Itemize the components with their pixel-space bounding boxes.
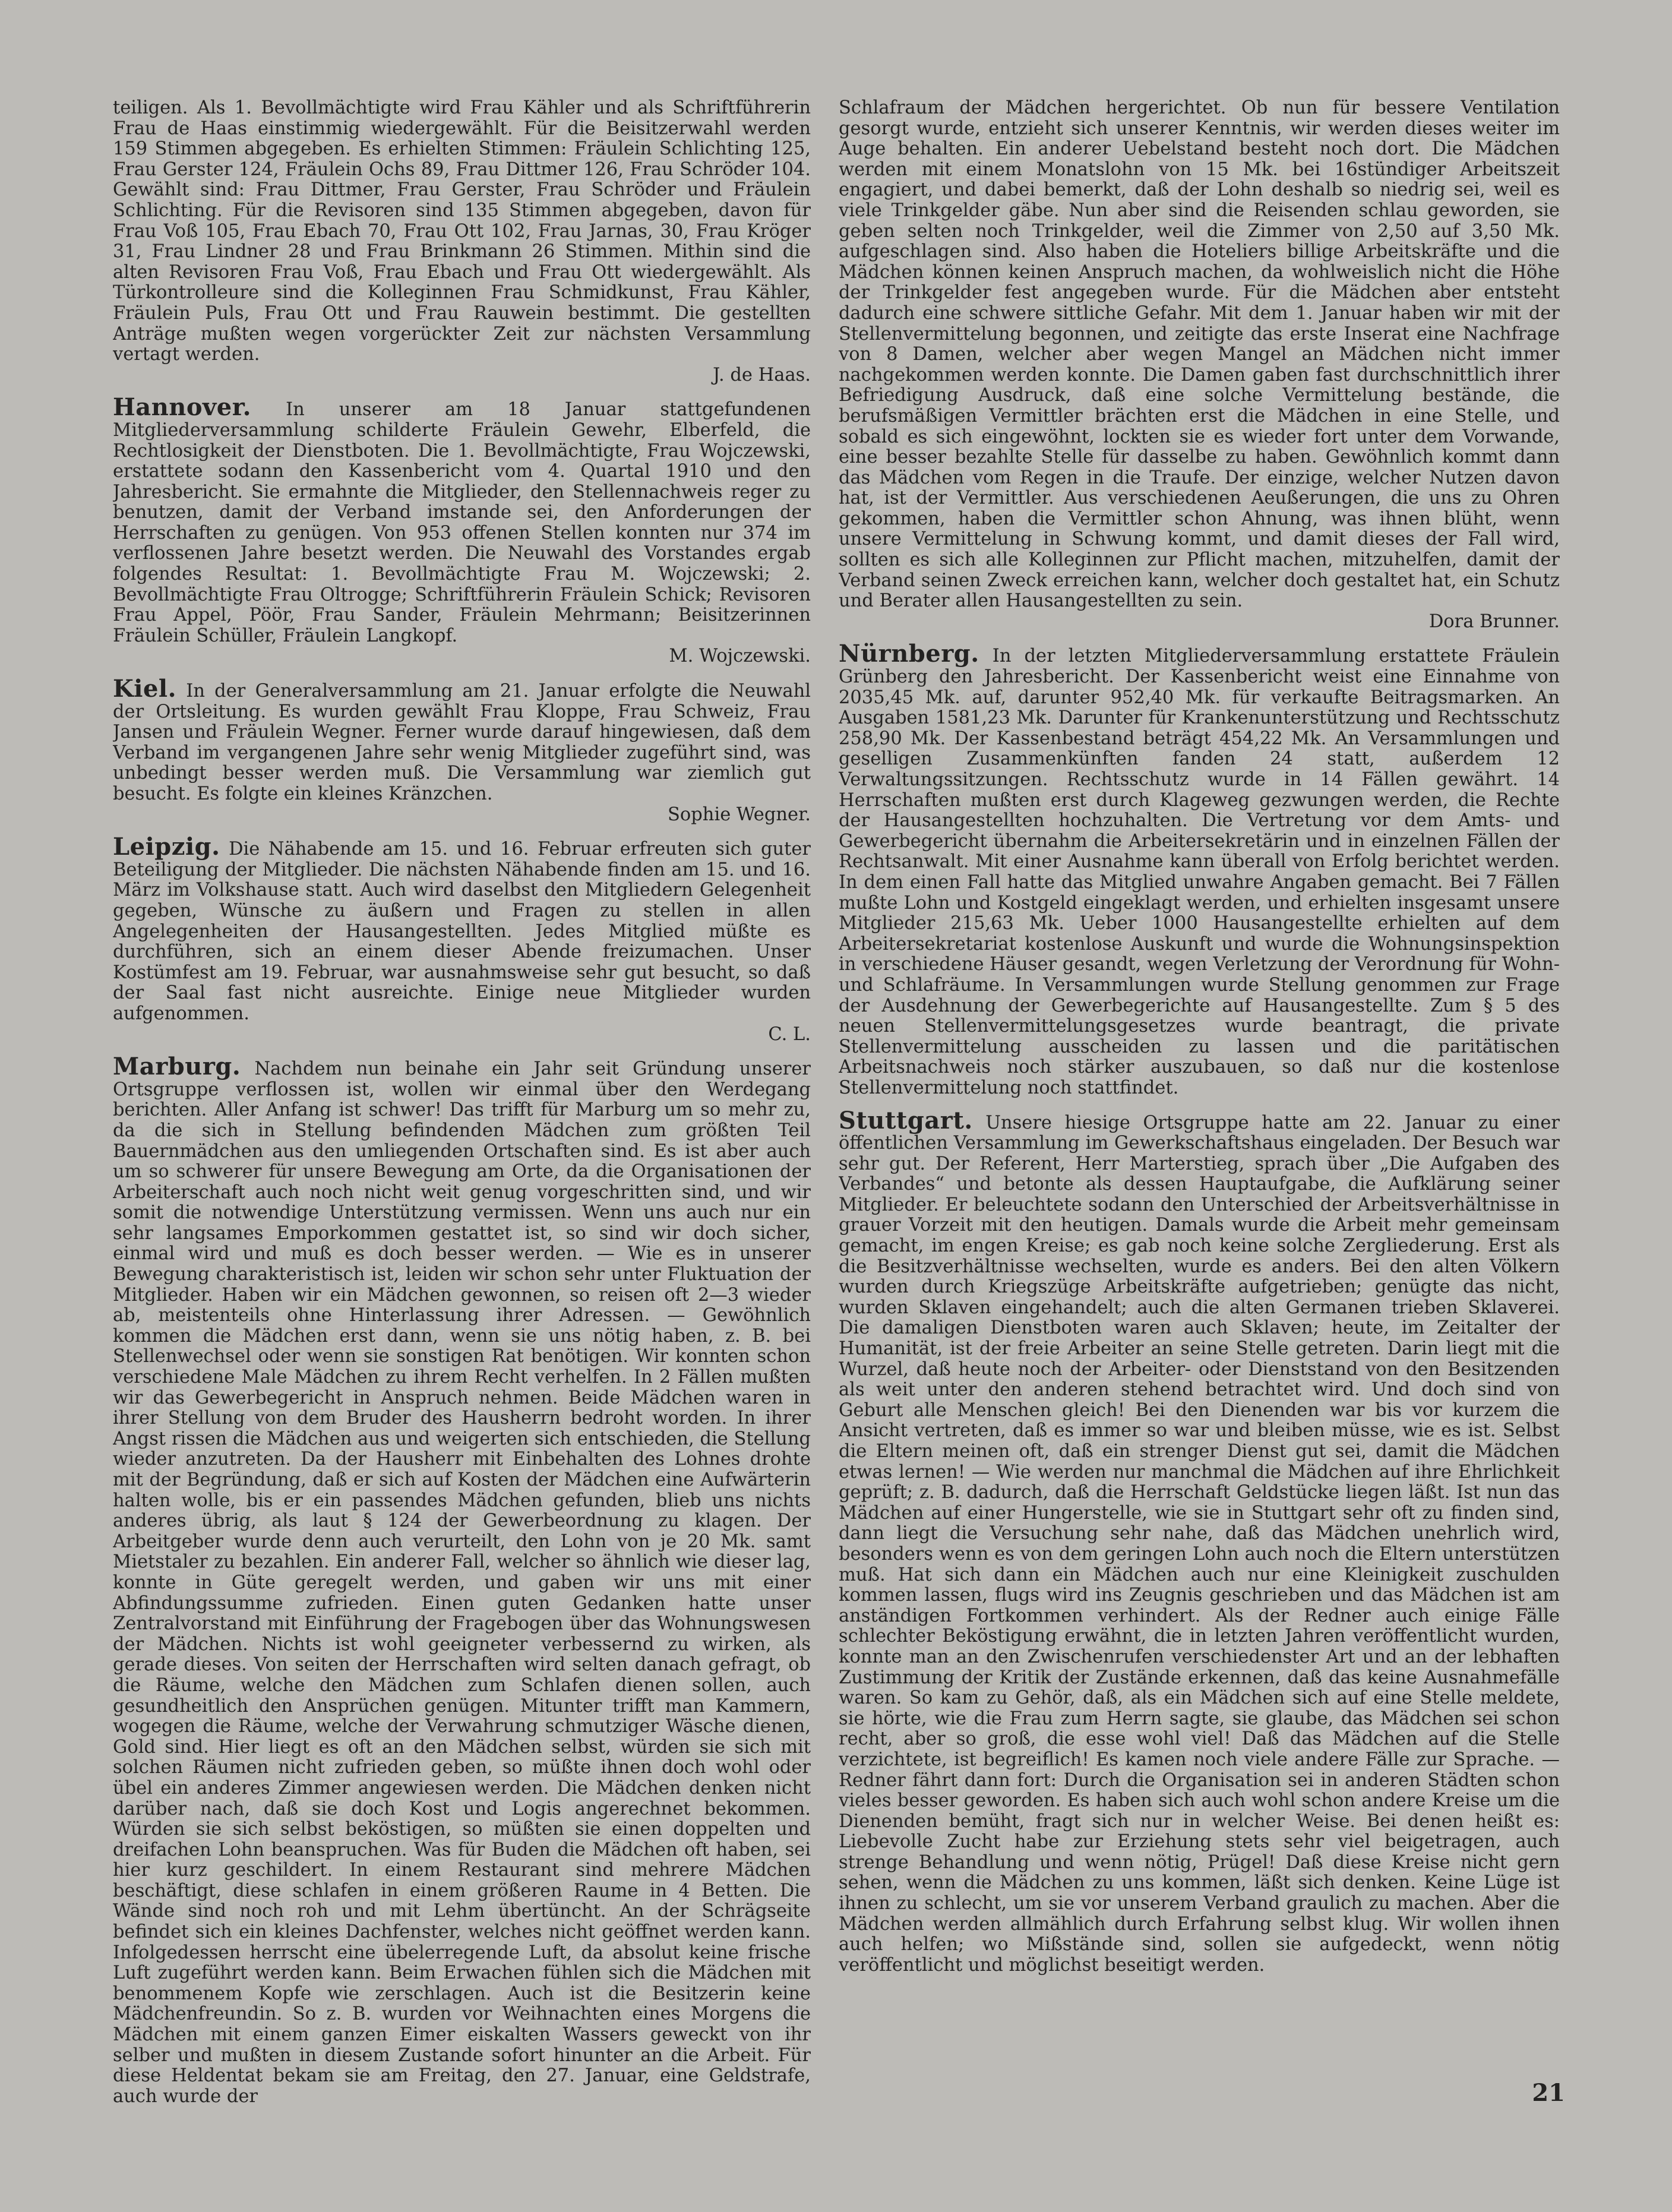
heading-kiel: Kiel. bbox=[113, 675, 177, 703]
heading-hannover: Hannover. bbox=[113, 393, 252, 422]
intro-text: teiligen. Als 1. Bevollmächtigte wird Frau Kähler und als Schriftführerin Frau de Haas einstimmig wiedergewählt. Für die Beisitzerwahl werden 159 Stimmen abgegeben. Es erhielten Stimmen: Fräulein Schlichting 125, Frau Gerster 124, Fräulein Ochs 89, Frau Dittmer 126, Frau Schröder 104. Gewählt sind: Frau Dittmer, Frau Gerster, Frau Schröder und Fräulein Schlichting. Für die Revisoren sind 135 Stimmen abgegeben, davon für Frau Voß 105, Frau Ebach 70, Frau Ott 102, Frau Jarnas, 30, Frau Kröger 31, Frau Lindner 28 und Frau Brinkmann 26 Stimmen. Mithin sind die alten Revisoren Frau Voß, Frau Ebach und Frau Ott wiedergewählt. Als Türkontrolleure sind die Kolleginnen Frau Schmidkunst, Frau Kähler, Fräulein Puls, Frau Ott und Frau Rauwein bestimmt. Die gestellten Anträge mußten wegen vorgerückter Zeit zur nächsten Versammlung vertagt werden. bbox=[113, 98, 811, 365]
report-intro bbox=[113, 98, 811, 385]
heading-leipzig: Leipzig. bbox=[113, 833, 220, 861]
report-marburg bbox=[113, 1053, 811, 2107]
heading-nuernberg: Nürnberg. bbox=[839, 640, 979, 668]
heading-marburg: Marburg. bbox=[113, 1053, 241, 1081]
leipzig-text: Die Nähabende am 15. und 16. Februar erfreuten sich guter Beteiligung der Mitglieder. Die nächsten Nähabende finden am 15. und 16. März im Volkshause statt. Auch wird daselbst den Mitgliedern Gelegenheit gegeben, Wünsche zu äußern und Fragen zu stellen in allen Angelegenheiten der Hausangestellten. Jedes Mitglied müßte es durchführen, sich an einem dieser Abende freizumachen. Unser Kostümfest am 19. Februar, war ausnahmsweise sehr gut besucht, so daß der Saal fast nicht ausreichte. Einige neue Mitglieder wurden aufgenommen. bbox=[113, 839, 811, 1024]
nuernberg-text: In der letzten Mitgliederversammlung erstattete Fräulein Grünberg den Jahresbericht. Der Kassenbericht weist eine Einnahme von 2035,45 Mk. auf, darunter 952,40 Mk. für verkaufte Beitragsmarken. An Ausgaben 1581,23 Mk. Darunter für Krankenunterstützung und Rechtsschutz 258,90 Mk. Der Kassenbestand beträgt 454,22 Mk. An Versammlungen und geselligen Zusammenkünften fanden 24 statt, außerdem 12 Verwaltungssitzungen. Rechtsschutz wurde in 14 Fällen gewährt. 14 Herrschaften mußten erst durch Klageweg gezwungen werden, die Rechte der Hausangestellten hochzuhalten. Die Vertretung vor dem Amts- und Gewerbegericht übernahm die Arbeitersekretärin und in einzelnen Fällen der Rechtsanwalt. Mit einer Ausnahme kann überall von Erfolg berichtet werden. In dem einen Fall hatte das Mitglied unwahre Angaben gemacht. Bei 7 Fällen mußte Lohn und Kostgeld eingeklagt werden, und erhielten insgesamt unsere Mitglieder 215,63 Mk. Ueber 1000 Hausangestellte erhielten auf dem Arbeitersekretariat kostenlose Auskunft und wurde die Wohnungsinspektion in verschiedene Häuser gesandt, wegen Verletzung der Verordnung für Wohn- und Schlafräume. In Versammlungen wurde Stellung genommen zur Frage der Ausdehnung der Gewerbegerichte auf Hausangestellte. Zum § 5 des neuen Stellenvermittelungsgesetzes wurde beantragt, die private Stellenvermittelung ausscheiden zu lassen und die paritätischen Arbeitsnachweis noch stärker auszubauen, so daß nur die kostenlose Stellenvermittelung noch stattfindet. bbox=[839, 646, 1560, 1098]
page-number: 21 bbox=[1532, 2079, 1565, 2107]
hannover-text: In unserer am 18 Januar stattgefundenen Mitgliederversammlung schilderte Fräulein Gewehr, Elberfeld, die Rechtlosigkeit der Dienstboten. Die 1. Bevollmächtigte, Frau Wojczewski, erstattete sodann den Kassenbericht vom 4. Quartal 1910 und den Jahresbericht. Sie ermahnte die Mitglieder, den Stellennachweis reger zu benutzen, damit der Verband imstande sei, den Anforderungen der Herrschaften zu genügen. Von 953 offenen Stellen konnten nur 374 im verflossenen Jahre besetzt werden. Die Neuwahl des Vorstandes ergab folgendes Resultat: 1. Bevollmächtigte Frau M. Wojczewski; 2. Bevollmächtigte Frau Oltrogge; Schriftführerin Fräulein Schick; Revisoren Frau Appel, Pöör, Frau Sander, Fräulein Mehrmann; Beisitzerinnen Fräulein Schüller, Fräulein Langkopf. bbox=[113, 399, 811, 646]
marburg-signature: Dora Brunner. bbox=[1428, 611, 1560, 632]
marburg-continued-text: Schlafraum der Mädchen hergerichtet. Ob nun für bessere Ventilation gesorgt wurde, entzieht sich unserer Kenntnis, wir werden dieses weiter im Auge behalten. Ein anderer Uebelstand besteht noch dort. Die Mädchen werden mit einem Monatslohn von 15 Mk. bei 16stündiger Arbeitszeit engagiert, und dabei bemerkt, daß der Lohn deshalb so niedrig sei, weil es viele Trinkgelder gäbe. Nun aber sind die Reisenden schlau geworden, sie geben selten noch Trinkgelder, weil die Zimmer von 2,50 auf 3,50 Mk. aufgeschlagen sind. Also haben die Hoteliers billige Arbeitskräfte und die Mädchen können keinen Anspruch machen, da wohlweislich nicht die Höhe der Trinkgelder fest angegeben wurde. Für die Mädchen aber entsteht dadurch eine schwere sittliche Gefahr. Mit dem 1. Januar haben wir mit der Stellenvermittelung begonnen, und zeitigte das erste Inserat eine Nachfrage von 8 Damen, welcher aber wegen Mangel an Mädchen nicht immer nachgekommen werden konnte. Die Damen gaben fast durchschnittlich ihrer Befriedigung Ausdruck, daß eine solche Vermittelung bestände, die berufsmäßigen Vermittler brächten erst die Mädchen in eine Stelle, und sobald es sich eingewöhnt, lockten sie es wieder fort unter dem Vorwande, eine besser bezahlte Stelle für dasselbe zu haben. Gewöhnlich kommt dann das Mädchen vom Regen in die Traufe. Der einzige, welcher Nutzen davon hat, ist der Vermittler. Aus verschiedenen Aeußerungen, die uns zu Ohren gekommen, haben die Vermittler schon Ahnung, was ihnen blüht, wenn unsere Vermittelung in Schwung kommt, und damit dieses der Fall wird, sollten es sich alle Kolleginnen zur Pflicht machen, mitzuhelfen, damit der Verband seinen Zweck erreichen kann, welcher doch gestaltet hat, ein Schutz und Berater allen Hausangestellten zu sein. bbox=[839, 98, 1560, 612]
kiel-signature: Sophie Wegner. bbox=[668, 804, 811, 825]
kiel-text: In der Generalversammlung am 21. Januar erfolgte die Neuwahl der Ortsleitung. Es wurden gewählt Frau Kloppe, Frau Schweiz, Frau Jansen und Fräulein Wegner. Ferner wurde darauf hingewiesen, daß dem Verband im vergangenen Jahre sehr wenig Mitglieder zugeführt sind, was unbedingt besser werden muß. Die Versammlung war ziemlich gut besucht. Es folgte ein kleines Kränzchen. bbox=[113, 681, 811, 804]
report-nuernberg bbox=[839, 640, 1560, 1098]
intro-signature: J. de Haas. bbox=[713, 364, 811, 385]
marburg-text: Nachdem nun beinahe ein Jahr seit Gründung unserer Ortsgruppe verflossen ist, wollen wir einmal über den Werdegang berichten. Aller Anfang ist schwer! Das trifft für Marburg um so mehr zu, da die sich in Stellung befindenden Mädchen zum größten Teil Bauernmädchen aus den umliegenden Ortschaften sind. Es ist aber auch um so schwerer für unsere Bewegung am Orte, da die Organisationen der Arbeiterschaft auch noch nicht weit genug vorgeschritten sind, und wir somit die notwendige Unterstützung vermissen. Wenn uns auch nur ein sehr langsames Emporkommen gestattet ist, so sind wir doch sicher, einmal wird und muß es doch besser werden. — Wie es in unserer Bewegung charakteristisch ist, leiden wir schon sehr unter Fluktuation der Mitglieder. Haben wir ein Mädchen gewonnen, so reisen oft 2—3 wieder ab, meistenteils ohne Hinterlassung ihrer Adressen. — Gewöhnlich kommen die Mädchen erst dann, wenn sie uns nötig haben, z. B. bei Stellenwechsel oder wenn sie sonstigen Rat benötigen. Wir konnten schon verschiedene Male Mädchen zu ihrem Recht verhelfen. In 2 Fällen mußten wir das Gewerbegericht in Anspruch nehmen. Beide Mädchen waren in ihrer Stellung von dem Bruder des Hausherrn bedroht worden. In ihrer Angst rissen die Mädchen aus und weigerten sich entschieden, die Stellung wieder anzutreten. Da der Hausherr mit Einbehalten des Lohnes drohte mit der Begründung, daß er sich auf Kosten der Mädchen eine Aufwärterin halten wolle, bis er ein passendes Mädchen gefunden, blieb uns nichts anderes übrig, als laut § 124 der Gewerbeordnung zu klagen. Der Arbeitgeber wurde denn auch verurteilt, den Lohn von je 20 Mk. samt Mietstaler zu bezahlen. Ein anderer Fall, welcher so ähnlich wie dieser lag, konnte in Güte geregelt werden, und gaben wir uns mit einer Abfindungssumme zufrieden. Einen guten Gedanken hatte unser Zentralvorstand mit Einführung der Fragebogen über das Wohnungswesen der Mädchen. Nichts ist wohl geeigneter verbessernd zu wirken, als gerade dieses. Von seiten der Herrschaften wird selten danach gefragt, ob die Räume, welche den Mädchen zum Schlafen dienen sollen, auch gesundheitlich den Ansprüchen genügen. Mitunter trifft man Kammern, wogegen die Räume, welche der Verwahrung schmutziger Wäsche dienen, Gold sind. Hier liegt es oft an den Mädchen selbst, würden sie sich mit solchen Räumen nicht zufrieden geben, so müßte ihnen doch wohl oder übel ein anderes Zimmer angewiesen werden. Die Mädchen denken nicht darüber nach, daß sie doch Kost und Logis angerechnet bekommen. Würden sie sich selbst beköstigen, so müßten sie einen doppelten und dreifachen Lohn beanspruchen. Was für Buden die Mädchen oft haben, sei hier kurz geschildert. In einem Restaurant sind mehrere Mädchen beschäftigt, diese schlafen in einem größeren Raume in 4 Betten. Die Wände sind noch roh und mit Lehm übertüncht. An der Schrägseite befindet sich ein kleines Dachfenster, welches nicht geöffnet werden kann. Infolgedessen herrscht eine übelerregende Luft, da absolut keine frische Luft zugeführt werden kann. Beim Erwachen fühlen sich die Mädchen mit benommenem Kopfe wie zerschlagen. Auch ist die Besitzerin keine Mädchenfreundin. So z. B. wurden vor Weihnachten eines Morgens die Mädchen mit einem ganzen Eimer eiskalten Wassers geweckt von ihr selber und mußten in diesem Zustande sofort hinunter an die Arbeit. Für diese Heldentat bekam sie am Freitag, den 27. Januar, eine Geldstrafe, auch wurde der bbox=[113, 1058, 811, 2107]
report-marburg-continued bbox=[839, 98, 1560, 632]
leipzig-signature: C. L. bbox=[768, 1023, 811, 1045]
left-column bbox=[113, 98, 811, 2129]
stuttgart-text: Unsere hiesige Ortsgruppe hatte am 22. Januar zu einer öffentlichen Versammlung im Gewerkschaftshaus eingeladen. Der Besuch war sehr gut. Der Referent, Herr Marterstieg, sprach über „Die Aufgaben des Verbandes“ und betonte als dessen Hauptaufgabe, die Aufklärung seiner Mitglieder. Er beleuchtete sodann den Unterschied der Arbeitsverhältnisse in grauer Vorzeit mit den heutigen. Damals wurde die Arbeit mehr gemeinsam gemacht, im engen Kreise; es gab noch keine solche Zergliederung. Erst als die Besitzverhältnisse wechselten, wurde es anders. Bei den alten Völkern wurden durch Kriegszüge Arbeitskräfte aufgetrieben; genügte das nicht, wurden Sklaven eingehandelt; auch die alten Germanen trieben Sklaverei. Die damaligen Dienstboten waren auch Sklaven; heute, im Zeitalter der Humanität, ist der freie Arbeiter an seine Stelle getreten. Darin liegt mit die Wurzel, daß heute noch der Arbeiter- oder Dienststand von den Besitzenden als weit unter den anderen stehend betrachtet wird. Und doch sind von Geburt alle Menschen gleich! Bei den Dienenden war bis vor kurzem die Ansicht vertreten, daß es immer so war und bleiben müsse, wie es ist. Selbst die Eltern meinen oft, daß ein strenger Dienst gut sei, damit die Mädchen etwas lernen! — Wie werden nur manchmal die Mädchen auf ihre Ehrlichkeit geprüft; z. B. dadurch, daß die Herrschaft Geldstücke liegen läßt. Ist nun das Mädchen auf einer Hungerstelle, wie sie in Stuttgart sehr oft zu finden sind, dann liegt die Versuchung sehr nahe, daß das Mädchen unehrlich wird, besonders wenn es von dem geringen Lohn auch noch die Eltern unterstützen muß. Hat sich dann ein Mädchen auch nur eine Kleinigkeit zuschulden kommen lassen, flugs wird ins Zeugnis geschrieben und das Mädchen ist am anständigen Fortkommen verhindert. Als der Redner auch einige Fälle schlechter Beköstigung erwähnt, die in letzten Jahren veröffentlicht wurden, konnte man an den Zwischenrufen verschiedenster Art und an der lebhaften Zustimmung der Kritik der Zustände erkennen, daß das keine Ausnahmefälle waren. So kam zu Gehör, daß, als ein Mädchen sich auf eine Stelle meldete, sie hörte, wie die Frau zum Herrn sagte, sie glaube, das Mädchen sei schon recht, aber so groß, die esse wohl viel! Daß das Mädchen auf die Stelle verzichtete, ist begreiflich! Es kamen noch viele andere Fälle zur Sprache. — Redner fährt dann fort: Durch die Organisation sei in anderen Städten schon vieles besser geworden. Es haben sich auch wohl schon andere Kreise um die Dienenden bemüht, fragt sich nur in welcher Weise. Bei denen heißt es: Liebevolle Zucht habe zur Erziehung stets sehr viel beigetragen, auch strenge Behandlung und wenn nötig, Prügel! Daß diese Kreise nicht gern sehen, wenn die Mädchen zu uns kommen, läßt sich denken. Keine Lüge ist ihnen zu schlecht, um sie vor unserem Verband graulich zu machen. Aber die Mädchen werden allmählich durch Erfahrung selbst klug. Wir wollen ihnen auch helfen; wo Mißstände sind, sollen sie aufgedeckt, wenn nötig veröffentlicht und möglichst beseitigt werden. bbox=[839, 1112, 1560, 1976]
hannover-signature: M. Wojczewski. bbox=[669, 646, 811, 667]
report-kiel bbox=[113, 675, 811, 825]
report-stuttgart bbox=[839, 1106, 1560, 1976]
right-column bbox=[839, 98, 1560, 2118]
report-hannover bbox=[113, 393, 811, 667]
report-leipzig bbox=[113, 833, 811, 1045]
heading-stuttgart: Stuttgart. bbox=[839, 1106, 973, 1135]
